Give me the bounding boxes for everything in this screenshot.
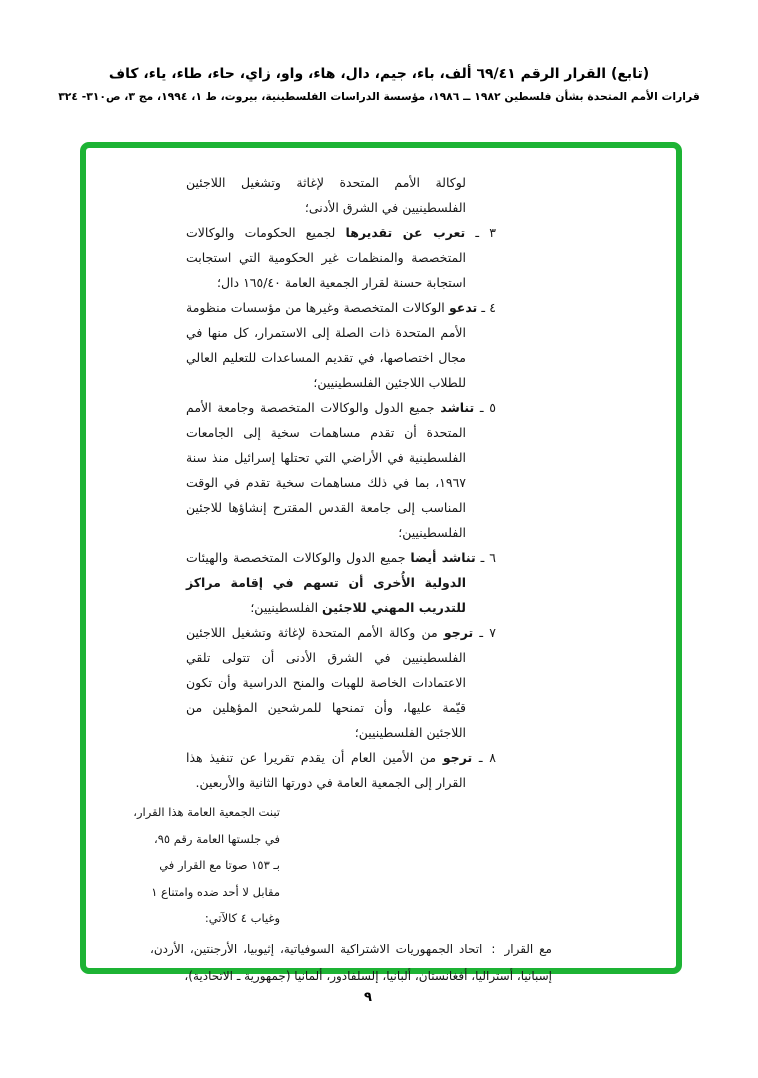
paragraph-lead-verb: تعرب عن تقديرها (345, 225, 466, 240)
paragraph-lead-verb: تدعو (448, 300, 478, 315)
paragraph-lead-verb: ترجو (442, 750, 473, 765)
paragraph-dash: ـ (478, 750, 483, 765)
paragraph-dash: ـ (479, 625, 484, 640)
vote-colon: : (491, 941, 496, 956)
operative-paragraph-6 (186, 545, 496, 620)
paragraph-dash: ـ (475, 225, 480, 240)
paragraph-lead-verb: تناشد أيضا (410, 550, 476, 565)
adoption-line: في جلستها العامة رقم ٩٥، (153, 831, 280, 846)
resolution-text-column (133, 170, 552, 991)
intro-continuation-paragraph: لوكالة الأمم المتحدة لإغاثة وتشغيل اللاجئين الفلسطينيين في الشرق الأدنى؛ (186, 175, 466, 215)
operative-paragraph-7 (186, 620, 496, 745)
paragraph-number: ٧ (489, 625, 496, 640)
paragraph-number: ٣ (489, 225, 496, 240)
adoption-line: وغياب ٤ كالآتي: (204, 911, 280, 925)
page-header (0, 66, 758, 103)
paragraph-lead-verb: تناشد (440, 400, 475, 415)
header-source-citation: قرارات الأمم المتحدة بشأن فلسطين ١٩٨٢ ــ ١٩٨٦، مؤسسة الدراسات الفلسطينية، بيروت، ط ١، ١٩٩٤، مج ٣، ص٣١٠- ٣٢٤ (58, 90, 700, 103)
paragraph-number: ٨ (489, 750, 496, 765)
paragraph-number: ٦ (489, 550, 496, 565)
adoption-line: بـ ١٥٣ صوتا مع القرار في (159, 858, 280, 872)
paragraph-body: الوكالات المتخصصة وغيرها من مؤسسات منظومة الأمم المتحدة ذات الصلة إلى الاستمرار، كل منها في مجال اختصاصها، في تقديم المساعدات للتعليم العالي للطلاب اللاجئين الفلسطينيين؛ (186, 300, 466, 390)
vote-country-list: اتحاد الجمهوريات الاشتراكية السوفياتية، إثيوبيا، الأرجنتين، الأردن، إسبانيا، أستراليا، أفغانستان، ألبانيا، إلسلفادور، ألمانيا (جمهورية ـ الاتحادية)، (150, 941, 552, 983)
paragraph-number: ٥ (489, 400, 496, 415)
page-number: ٩ (364, 990, 372, 1005)
operative-paragraph-3 (186, 220, 496, 295)
paragraph-body: من وكالة الأمم المتحدة لإغاثة وتشغيل اللاجئين الفلسطينيين في الشرق الأدنى أن تتولى تلقي الاعتمادات الخاصة للهبات والمنح الدراسية وأن تكون قيّمة عليها، وأن تمنحها للمرشحين المؤهلين من اللاجئين الفلسطينيين؛ (186, 625, 466, 740)
paragraph-lead-verb: ترجو (443, 625, 474, 640)
adoption-record-block (133, 799, 280, 932)
paragraph-dash: ـ (481, 300, 486, 315)
paragraph-body: جميع الدول والوكالات المتخصصة وجامعة الأمم المتحدة أن تقدم مساهمات سخية إلى الجامعات الفلسطينية في الأراضي التي تحتلها إسرائيل منذ سنة ١٩٦٧، بما في ذلك مساهمات سخية تقدم في الوقت المناسب إلى جامعة القدس المقترح إنشاؤها للاجئين الفلسطينيين؛ (186, 400, 466, 540)
paragraph-tail: الفلسطينيين؛ (250, 600, 319, 615)
paragraph-body: من الأمين العام أن يقدم تقريرا عن تنفيذ هذا القرار إلى الجمعية العامة في دورتها الثانية والأربعين. (186, 750, 466, 790)
operative-paragraph-5 (186, 395, 496, 545)
operative-paragraph-8 (186, 745, 496, 795)
header-resolution-title: (تابع) القرار الرقم ٦٩/٤١ ألف، باء، جيم، دال، هاء، واو، زاي، حاء، طاء، ياء، كاف (108, 66, 650, 82)
vote-label: مع القرار (504, 941, 552, 956)
vote-in-favour-block (150, 936, 552, 991)
paragraph-body: لجميع الحكومات والوكالات المتخصصة والمنظمات غير الحكومية التي استجابت استجابة حسنة لقرار الجمعية العامة ١٦٥/٤٠ دال؛ (186, 225, 466, 290)
adoption-line: مقابل لا أحد ضده وامتناع ١ (151, 884, 280, 899)
paragraph-dash: ـ (480, 550, 485, 565)
paragraph-number: ٤ (489, 300, 496, 315)
operative-paragraph-4 (186, 295, 496, 395)
adoption-line: تبنت الجمعية العامة هذا القرار، (133, 805, 280, 819)
paragraph-body: جميع الدول والوكالات المتخصصة والهيئات (186, 550, 406, 565)
paragraph-bold-segment: الدولية الأُخرى أن تسهم في إقامة مراكز للتدريب المهني للاجئين (186, 575, 466, 615)
paragraph-dash: ـ (479, 400, 484, 415)
